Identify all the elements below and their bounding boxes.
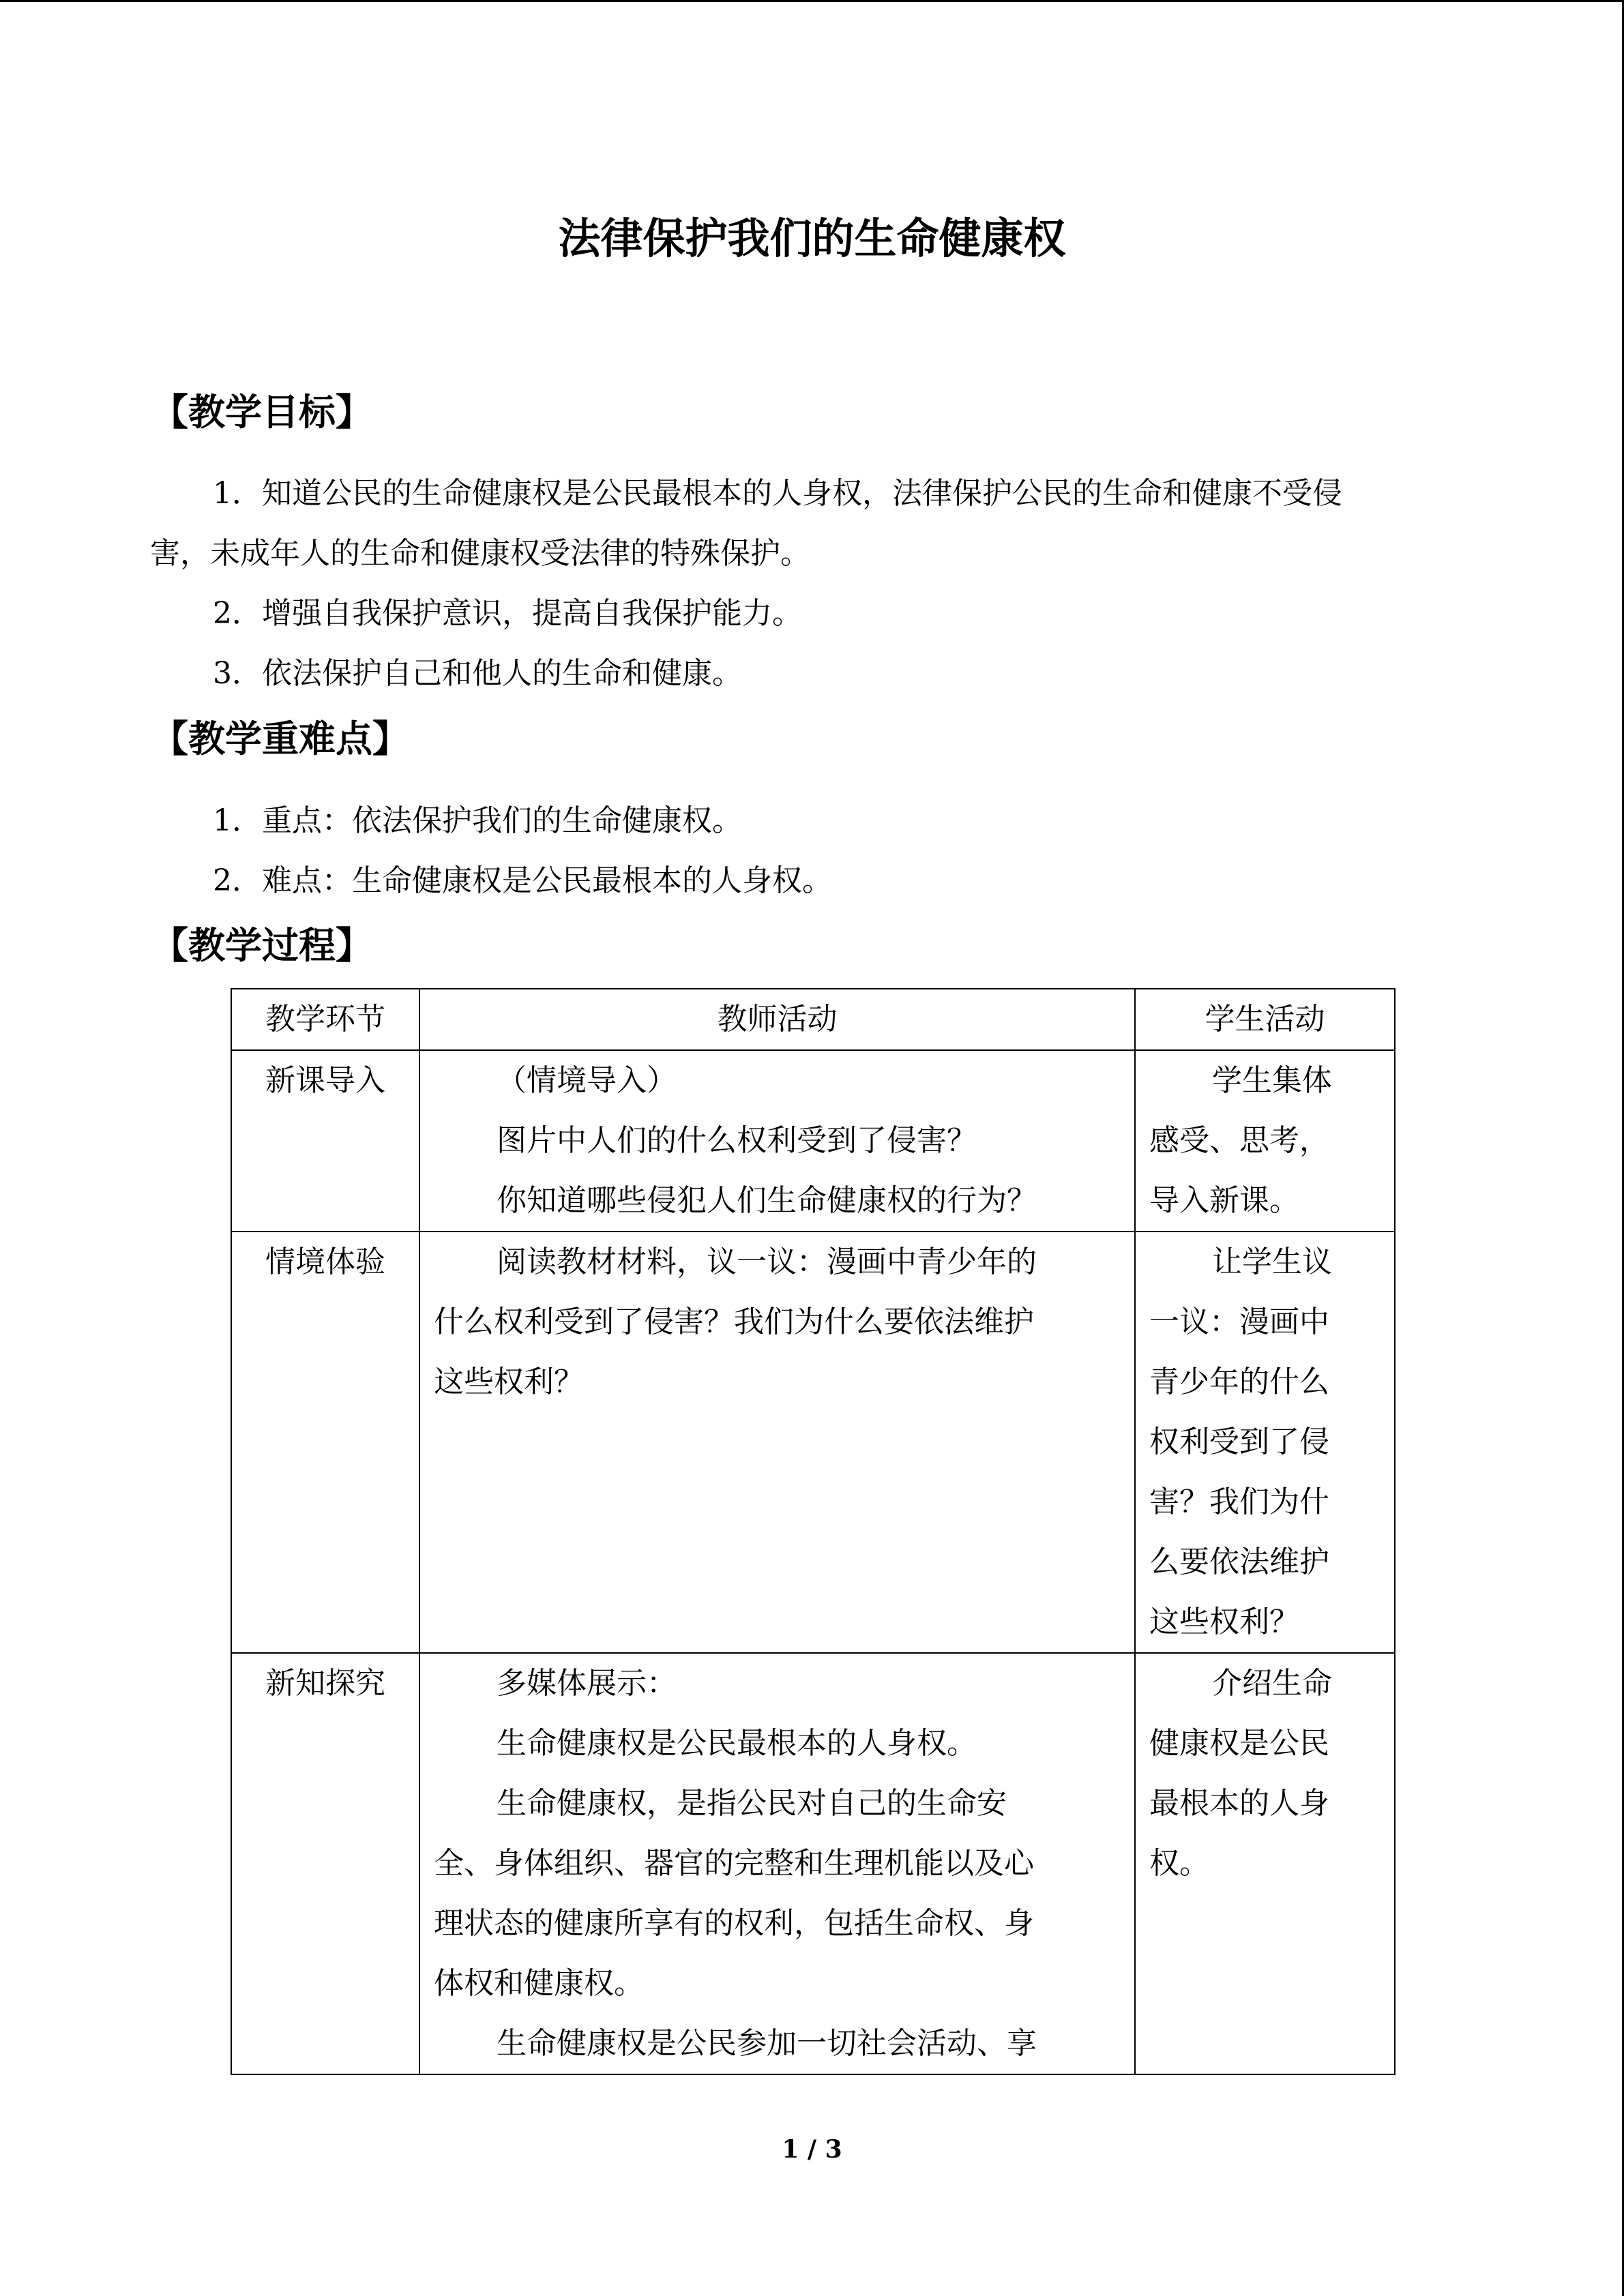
objective-2: 2．增强自我保护意识，提高自我保护能力。 xyxy=(213,596,802,631)
page-title: 法律保护我们的生命健康权 xyxy=(558,213,1066,263)
student-activity-cell xyxy=(1135,1050,1395,1232)
header-stage: 教学环节 xyxy=(231,989,419,1050)
student-line: 权。 xyxy=(1149,1846,1209,1881)
heading-process: 【教学过程】 xyxy=(151,924,372,967)
teacher-line: 这些权利？ xyxy=(434,1365,584,1399)
teacher-line: 生命健康权是公民最根本的人身权。 xyxy=(497,1726,977,1761)
header-teacher: 教师活动 xyxy=(419,989,1135,1050)
teacher-line: 体权和健康权。 xyxy=(434,1966,644,2001)
teacher-line: 全、身体组织、器官的完整和生理机能以及心 xyxy=(434,1846,1034,1881)
teacher-line: 生命健康权是公民参加一切社会活动、享 xyxy=(497,2026,1037,2061)
student-line: 害？我们为什 xyxy=(1149,1485,1329,1519)
header-student: 学生活动 xyxy=(1135,989,1395,1050)
page-number: 1 / 3 xyxy=(782,2135,842,2164)
stage-cell: 情境体验 xyxy=(231,1232,419,1653)
student-activity-cell xyxy=(1135,1232,1395,1653)
teacher-activity-cell xyxy=(419,1232,1135,1653)
heading-key-points: 【教学重难点】 xyxy=(151,717,409,760)
student-line: 青少年的什么 xyxy=(1149,1365,1329,1399)
table-row xyxy=(231,1050,1395,1232)
key-point-2: 2．难点：生命健康权是公民最根本的人身权。 xyxy=(213,863,832,898)
heading-objectives: 【教学目标】 xyxy=(151,391,372,434)
student-line: 学生集体 xyxy=(1212,1063,1332,1098)
table-row xyxy=(231,1653,1395,2074)
stage-cell: 新课导入 xyxy=(231,1050,419,1232)
student-activity-cell xyxy=(1135,1653,1395,2074)
objective-3: 3．依法保护自己和他人的生命和健康。 xyxy=(213,656,742,691)
teacher-line: 阅读教材材料，议一议：漫画中青少年的 xyxy=(497,1244,1037,1279)
page-border-top xyxy=(0,0,1624,2)
student-line: 让学生议 xyxy=(1212,1244,1332,1279)
teacher-activity-cell xyxy=(419,1653,1135,2074)
objective-1-line-2: 害，未成年人的生命和健康权受法律的特殊保护。 xyxy=(150,536,810,571)
teacher-line: （情境导入） xyxy=(497,1063,677,1098)
key-point-1: 1．重点：依法保护我们的生命健康权。 xyxy=(213,803,742,838)
student-line: 这些权利？ xyxy=(1149,1605,1299,1639)
teacher-line: 生命健康权，是指公民对自己的生命安 xyxy=(497,1786,1007,1821)
table-header-row xyxy=(231,989,1395,1050)
teacher-line: 多媒体展示： xyxy=(497,1666,677,1701)
student-line: 导入新课。 xyxy=(1149,1183,1299,1218)
stage-cell: 新知探究 xyxy=(231,1653,419,2074)
lesson-table xyxy=(231,988,1396,2075)
student-line: 感受、思考， xyxy=(1149,1123,1329,1158)
teacher-line: 理状态的健康所享有的权利，包括生命权、身 xyxy=(434,1906,1034,1941)
student-line: 最根本的人身 xyxy=(1149,1786,1329,1821)
teacher-line: 你知道哪些侵犯人们生命健康权的行为？ xyxy=(497,1183,1037,1218)
student-line: 权利受到了侵 xyxy=(1149,1425,1329,1459)
student-line: 一议：漫画中 xyxy=(1149,1304,1329,1339)
teacher-line: 什么权利受到了侵害？我们为什么要依法维护 xyxy=(434,1304,1034,1339)
table-row xyxy=(231,1232,1395,1653)
student-line: 介绍生命 xyxy=(1212,1666,1332,1701)
teacher-activity-cell xyxy=(419,1050,1135,1232)
teacher-line: 图片中人们的什么权利受到了侵害？ xyxy=(497,1123,977,1158)
student-line: 么要依法维护 xyxy=(1149,1545,1329,1579)
objective-1-line-1: 1．知道公民的生命健康权是公民最根本的人身权，法律保护公民的生命和健康不受侵 xyxy=(213,476,1342,511)
student-line: 健康权是公民 xyxy=(1149,1726,1329,1761)
